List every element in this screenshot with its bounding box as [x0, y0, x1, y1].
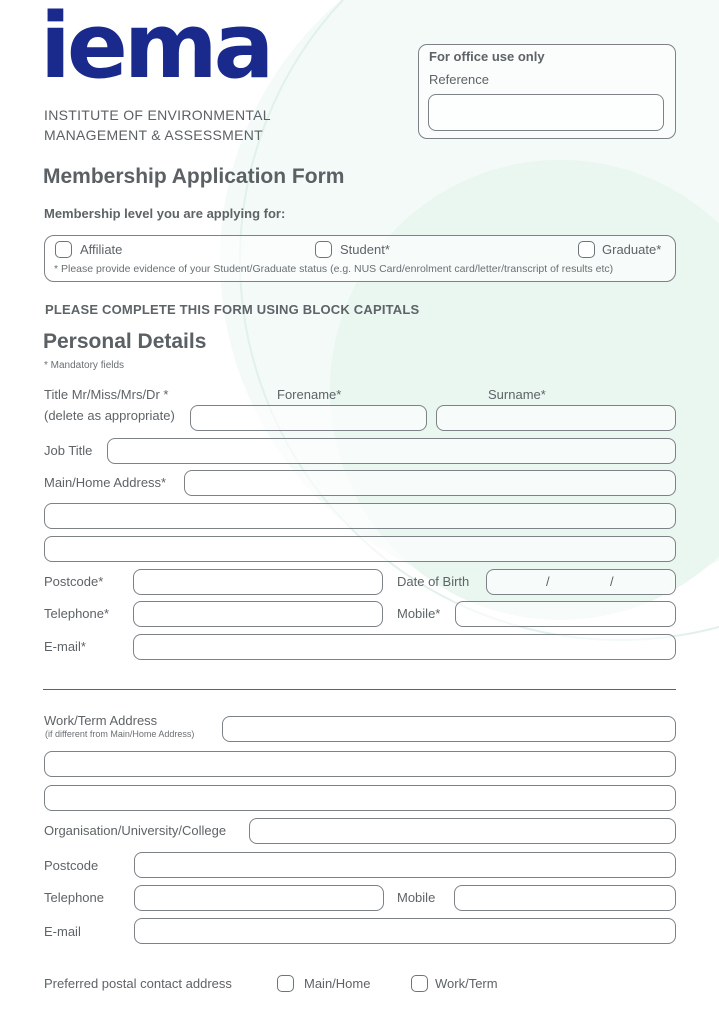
graduate-label: Graduate* [602, 242, 662, 257]
dob-label: Date of Birth [397, 574, 470, 589]
main-address-field-1[interactable] [184, 470, 676, 496]
personal-details-heading: Personal Details [43, 330, 207, 353]
forename-field[interactable] [190, 405, 427, 431]
work-term-label: Work/Term [435, 976, 498, 991]
work-address-label: Work/Term Address [44, 713, 158, 728]
work-address-note: (if different from Main/Home Address) [45, 729, 195, 739]
evidence-note: * Please provide evidence of your Student/Graduate status (e.g. NUS Card/enrolment card/letter/transcript of results etc) [54, 263, 614, 275]
job-title-label: Job Title [44, 443, 93, 458]
work-address-field-1[interactable] [222, 716, 676, 742]
main-home-checkbox[interactable] [277, 975, 294, 992]
work-telephone-field[interactable] [134, 885, 384, 911]
mobile-label: Mobile* [397, 606, 441, 621]
title-label: Title Mr/Miss/Mrs/Dr * [44, 387, 169, 402]
student-checkbox[interactable] [315, 241, 332, 258]
graduate-checkbox[interactable] [578, 241, 595, 258]
student-label: Student* [340, 242, 390, 257]
organisation-label: Organisation/University/College [44, 823, 227, 838]
mobile-field[interactable] [455, 601, 676, 627]
section-divider [43, 689, 676, 690]
work-mobile-label: Mobile [397, 890, 436, 905]
dob-separator-1: / [546, 574, 550, 589]
preferred-contact-label: Preferred postal contact address [44, 976, 232, 991]
dob-separator-2: / [610, 574, 614, 589]
title-note: (delete as appropriate) [44, 408, 175, 423]
logo-subtitle-line1: INSTITUTE OF ENVIRONMENTAL [44, 107, 271, 123]
main-address-field-2[interactable] [44, 503, 676, 529]
organisation-field[interactable] [249, 818, 676, 844]
work-address-field-3[interactable] [44, 785, 676, 811]
work-address-field-2[interactable] [44, 751, 676, 777]
dob-field[interactable] [486, 569, 676, 595]
block-capitals-instruction: PLEASE COMPLETE THIS FORM USING BLOCK CAPITALS [45, 302, 420, 317]
telephone-label: Telephone* [44, 606, 110, 621]
main-home-label: Main/Home [304, 976, 371, 991]
reference-field[interactable] [428, 94, 664, 131]
work-mobile-field[interactable] [454, 885, 676, 911]
work-term-checkbox[interactable] [411, 975, 428, 992]
work-postcode-label: Postcode [44, 858, 99, 873]
work-email-field[interactable] [134, 918, 676, 944]
postcode-label: Postcode* [44, 574, 104, 589]
email-label: E-mail* [44, 639, 86, 654]
mandatory-note: * Mandatory fields [44, 360, 125, 371]
iema-logo: iema [40, 0, 271, 99]
telephone-field[interactable] [133, 601, 383, 627]
surname-field[interactable] [436, 405, 676, 431]
form-title: Membership Application Form [43, 165, 345, 188]
reference-label: Reference [429, 72, 489, 87]
forename-label: Forename* [277, 387, 342, 402]
work-email-label: E-mail [44, 924, 81, 939]
office-use-title: For office use only [429, 49, 545, 64]
main-address-label: Main/Home Address* [44, 475, 167, 490]
work-telephone-label: Telephone [44, 890, 104, 905]
surname-label: Surname* [488, 387, 546, 402]
work-postcode-field[interactable] [134, 852, 676, 878]
postcode-field[interactable] [133, 569, 383, 595]
job-title-field[interactable] [107, 438, 676, 464]
email-field[interactable] [133, 634, 676, 660]
membership-level-prompt: Membership level you are applying for: [44, 206, 286, 221]
affiliate-label: Affiliate [80, 242, 123, 257]
logo-subtitle-line2: MANAGEMENT & ASSESSMENT [44, 127, 264, 143]
affiliate-checkbox[interactable] [55, 241, 72, 258]
main-address-field-3[interactable] [44, 536, 676, 562]
